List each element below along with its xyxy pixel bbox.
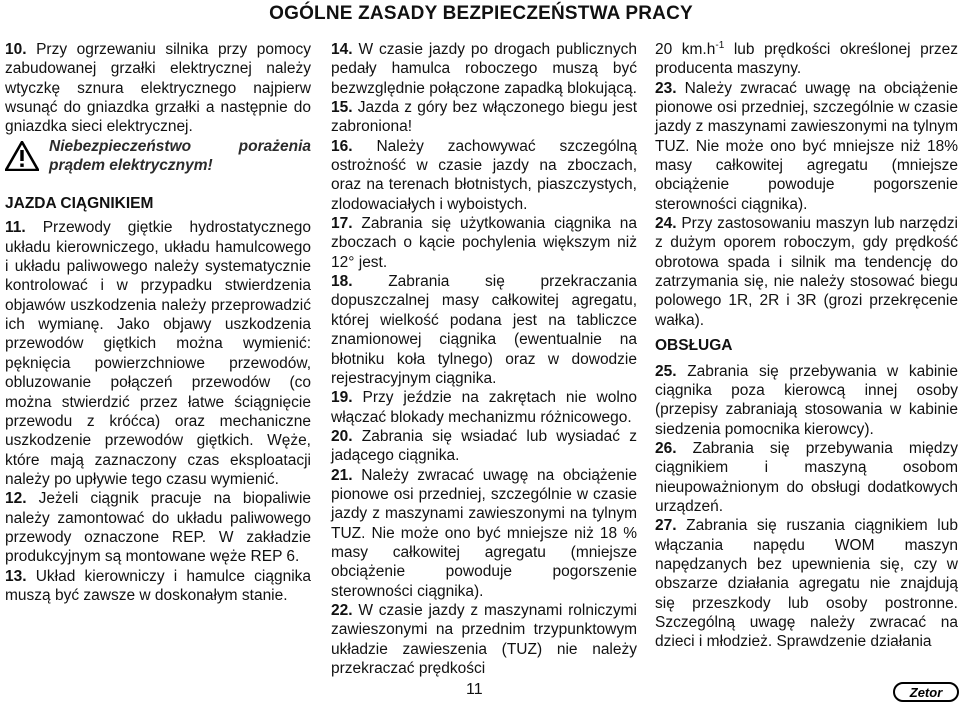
item-number: 24. (655, 215, 677, 233)
paragraph-25 (655, 362, 958, 439)
paragraph-text: Zabrania się przekraczania dopuszczalnej masy całkowitej agregatu, której wielkość podana jest na tabliczce znamionowej ciągnika (ewentualnie na błotniku koła tylnego) oraz w dowodzie rejestracyjnym ciągnika. (331, 273, 637, 387)
paragraph-text: Przewody giętkie hydrostatycznego układu kierowniczego, układu hamulcowego i układu paliwowego należy systematycznie kontrolować i w przypadku stwierdzenia objawów uszkodzenia należy przeprowadzić ich wymianę. Jako objawy uszkodzenia przewodów giętkich można wymienić: pęknięcia powierzchniowe przewodów, obluzowanie połączeń przewodów (co można stwierdzić przez łatwe ściągnięcie przewodu z króćca) oraz mechaniczne uszkodzenie przewodów giętkich. Węże, które mają zaznaczony czas eksploatacji należy po upływie tego czasu wymienić. (5, 219, 311, 488)
column-left (5, 40, 311, 605)
paragraph-24 (655, 214, 958, 330)
paragraph-21 (331, 466, 637, 601)
paragraph-text: Jazda z góry bez włączonego biegu jest zabroniona! (331, 99, 637, 136)
paragraph-15 (331, 98, 637, 137)
paragraph-text: Należy zachowywać szczególną ostrożność w czasie jazdy na zboczach, oraz na terenach błotnistych, piaszczystych, zlodowaciałych i wyboistych. (331, 137, 638, 213)
paragraph-text: Zabrania się wsiadać lub wysiadać z jadącego ciągnika. (331, 427, 638, 465)
paragraph-text: Zabrania się użytkowania ciągnika na zboczach o kącie pochylenia większym niż 12° jest. (331, 215, 637, 271)
page-number: 11 (466, 681, 483, 698)
paragraph-text: Jeżeli ciągnik pracuje na biopaliwie należy zamontować do układu paliwowego przewody oznaczone REP. W zakładzie produkcyjnym są montowane węże REP 6. (5, 490, 312, 566)
warning-text: Niebezpieczeństwo porażenia prądem elektrycznym! (49, 137, 311, 175)
paragraph-22 (331, 601, 637, 678)
warning-triangle-icon (5, 137, 49, 176)
column-right (655, 40, 958, 652)
item-number: 20. (331, 427, 353, 445)
paragraph-14 (331, 40, 637, 98)
item-number: 19. (331, 389, 353, 407)
item-number: 10. (5, 41, 27, 58)
item-number: 25. (655, 362, 677, 380)
item-number: 12. (5, 490, 27, 508)
paragraph-20 (331, 427, 637, 466)
paragraph-11 (5, 218, 311, 489)
paragraph-text: Przy ogrzewaniu silnika przy pomocy zabudowanej grzałki elektrycznej należy wtyczkę sznura elektrycznego najpierw wsunąć do gniazdka grzałki a następnie do gniazdka sieci elektrycznej. (5, 41, 312, 136)
item-number: 27. (655, 517, 677, 535)
zetor-logo (893, 681, 959, 703)
item-number: 13. (5, 567, 27, 585)
paragraph-text: Należy zwracać uwagę na obciążenie pionowe osi przedniej, szczególnie w czasie jazdy z maszynami zawieszonymi na tylnym TUZ. Nie może ono być mniejsze niż 18 % masy całkowitej agregatu (mniejsze obciążenie powoduje pogorszenie sterowności ciągnika). (331, 466, 637, 600)
paragraph-text: Należy zwracać uwagę na obciążenie pionowe osi przedniej, szczególnie w czasie jazdy z maszynami zawieszonymi na tylnym TUZ. Nie może ono być mniejsze niż 18% masy całkowitej agregatu (mniejsze obciążenie powoduje pogorszenie sterowności ciągnika). (655, 79, 958, 213)
paragraph-10 (5, 40, 311, 137)
item-number: 21. (331, 466, 353, 484)
paragraph-19 (331, 388, 637, 427)
item-number: 18. (331, 273, 353, 291)
item-number: 11. (5, 219, 26, 237)
paragraph-16 (331, 137, 637, 214)
item-number: 14. (331, 41, 353, 58)
paragraph-text: W czasie jazdy z maszynami rolniczymi zawieszonymi na przednim trzypunktowym układzie zawieszenia (TUZ) nie należy przekraczać prędkości (331, 601, 637, 677)
paragraph-12 (5, 489, 311, 566)
paragraph-text: lub prędkości określonej przez producenta maszyny. (655, 41, 958, 78)
paragraph-22-continued (655, 40, 958, 79)
item-number: 16. (331, 137, 353, 155)
paragraph-text: W czasie jazdy po drogach publicznych pedały hamulca roboczego muszą być bezwzględnie połączone zapadką blokującą. (331, 41, 637, 97)
paragraph-17 (331, 214, 637, 272)
item-number: 15. (331, 99, 353, 117)
paragraph-text: Zabrania się ruszania ciągnikiem lub włączania napędu WOM maszyn napędzanych bez upewnienia się, czy w obszarze działania agregatu nie znajdują się przeszkody lub osoby postronne. Szczególną uwagę należy zwracać na dzieci i młodzież. Sprawdzenie działania (655, 517, 958, 651)
paragraph-text: Przy jeździe na zakrętach nie wolno włączać blokady mechanizmu różnicowego. (331, 389, 638, 426)
paragraph-text: Zabrania się przebywania między ciągnikiem i maszyną osobom nieupoważnionym do obsługi dodatkowych urządzeń. (655, 439, 959, 515)
svg-text:Zetor: Zetor (909, 685, 943, 700)
paragraph-23 (655, 79, 958, 214)
section-heading-service: OBSŁUGA (655, 337, 733, 355)
item-number: 22. (331, 601, 353, 619)
speed-exponent: -1 (715, 40, 725, 51)
paragraph-text: Przy zastosowaniu maszyn lub narzędzi z dużym oporem roboczym, gdy prędkość obrotowa spada i silnik ma tendencję do zatrzymania się, nie należy stosować biegu polowego 1R, 2R i 3R (grozi przekręcenie wałka). (655, 215, 958, 329)
column-middle (331, 40, 637, 678)
item-number: 17. (331, 215, 353, 233)
paragraph-27 (655, 516, 958, 651)
paragraph-13 (5, 567, 311, 606)
paragraph-26 (655, 439, 958, 516)
speed-value: 20 km.h (655, 41, 716, 58)
item-number: 26. (655, 439, 677, 457)
electric-shock-warning (5, 137, 311, 176)
paragraph-text: Układ kierowniczy i hamulce ciągnika muszą być zawsze w doskonałym stanie. (5, 567, 312, 604)
paragraph-18 (331, 272, 637, 388)
paragraph-text: Zabrania się przebywania w kabinie ciągnika poza kierowcą innej osoby (przepisy zabraniają stosowania w kabinie siedzenia pomocnika kierowcy). (655, 362, 958, 438)
item-number: 23. (655, 79, 677, 97)
section-heading-driving: JAZDA CIĄGNIKIEM (5, 195, 154, 213)
page-title: OGÓLNE ZASADY BEZPIECZEŃSTWA PRACY (269, 3, 693, 24)
